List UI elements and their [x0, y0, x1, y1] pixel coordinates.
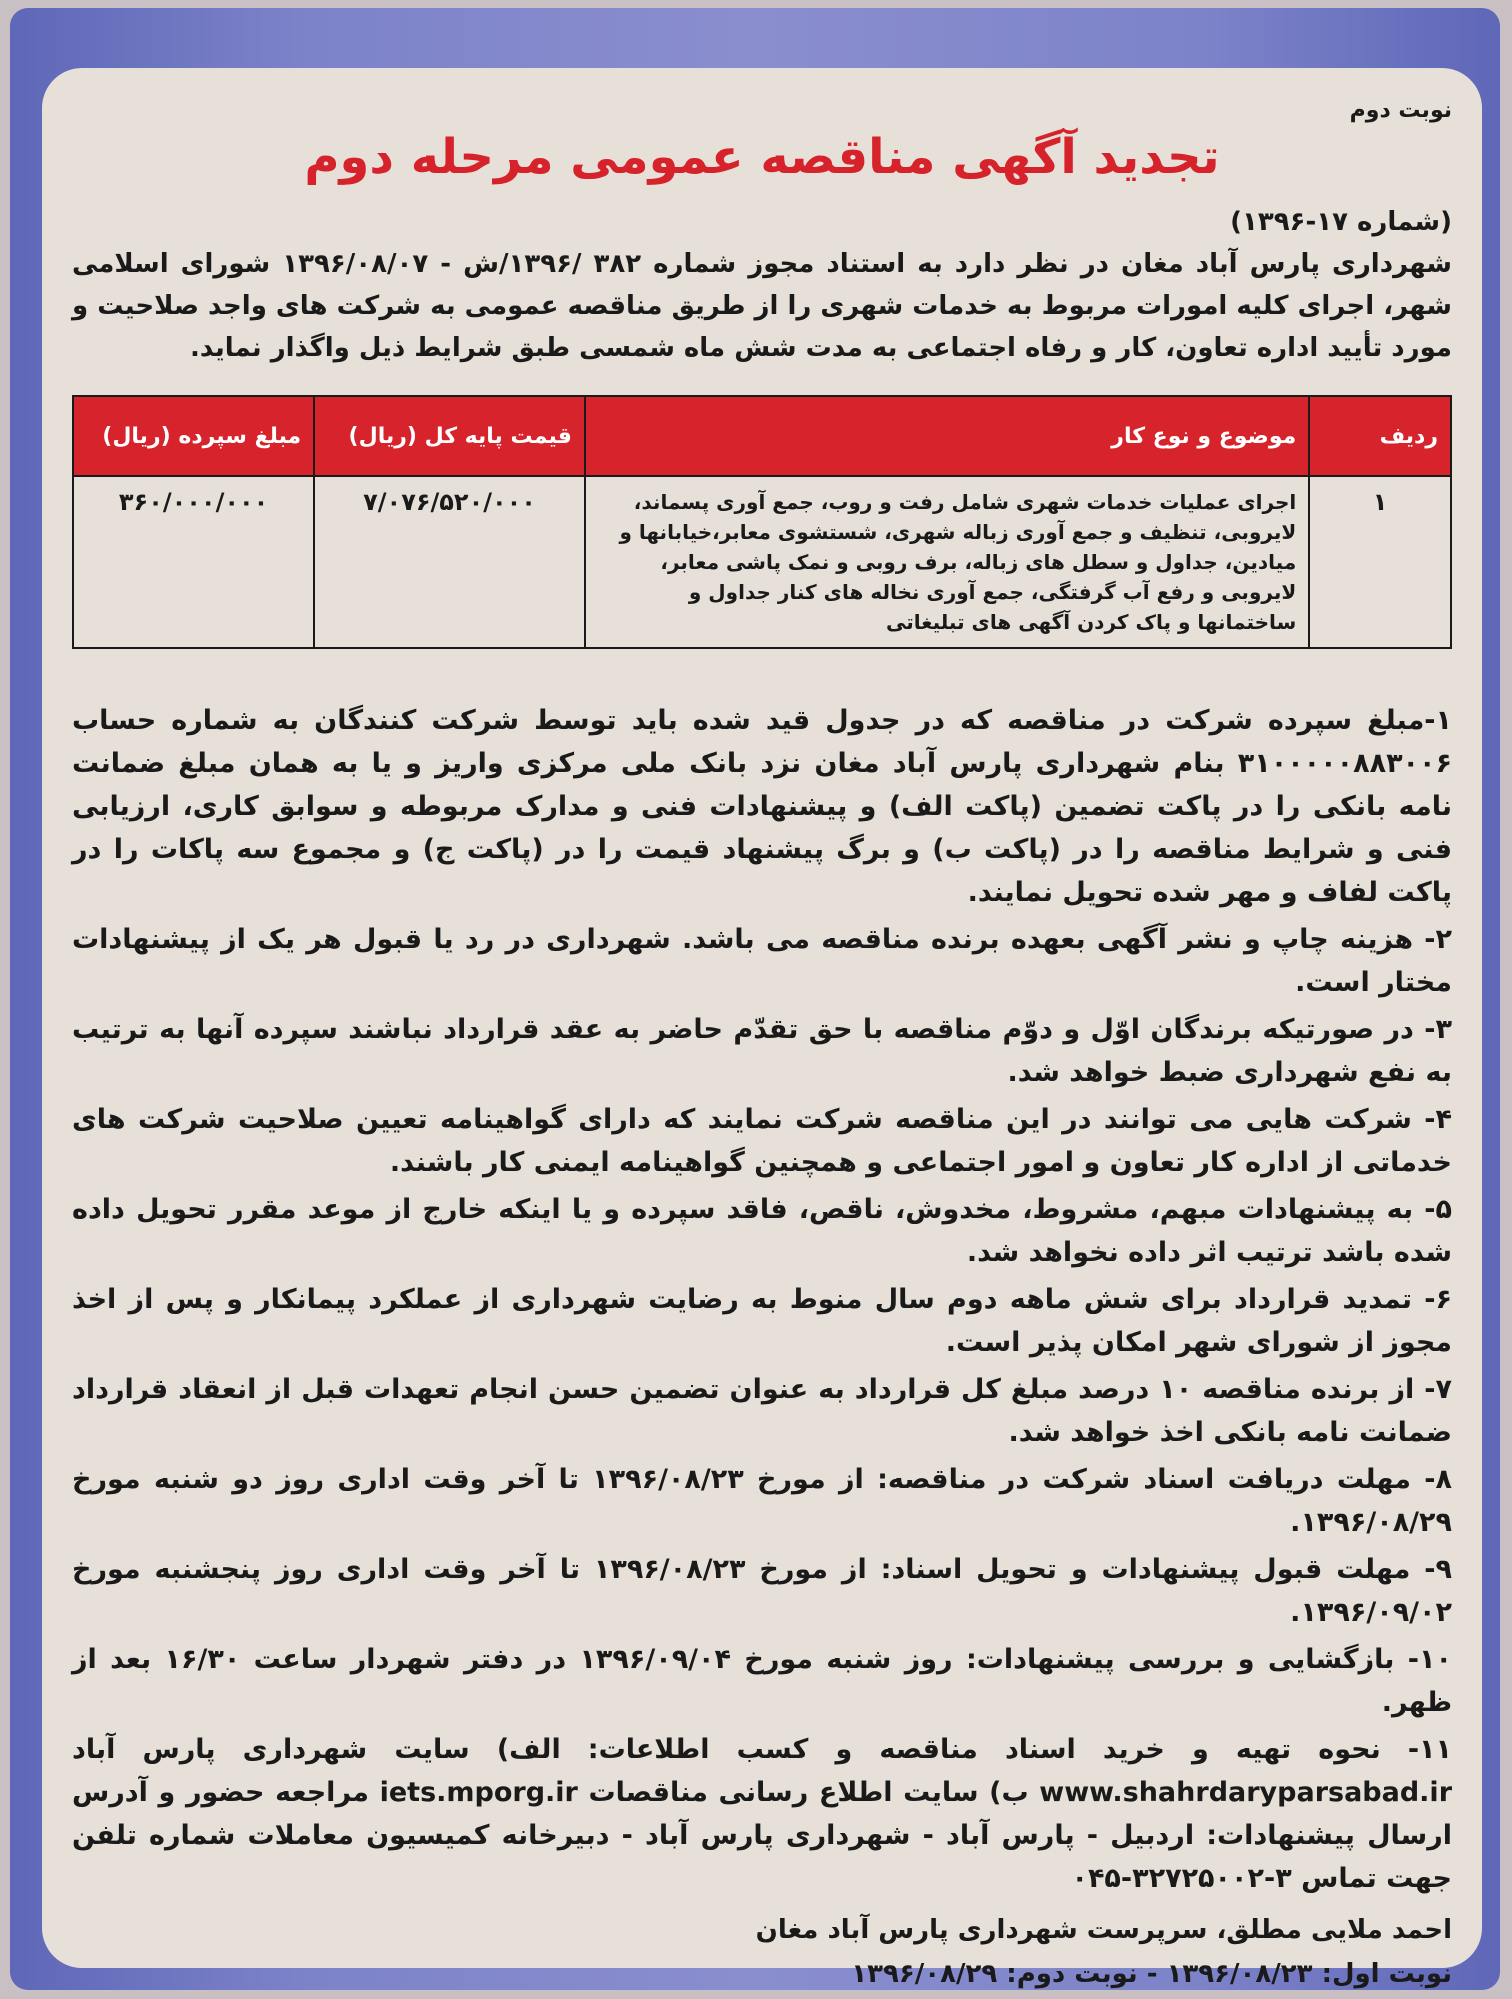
ad-frame: [10, 8, 1500, 1990]
header-row-number: ردیف: [1309, 396, 1451, 476]
header-subject: موضوع و نوع کار: [585, 396, 1309, 476]
table-row: [73, 476, 1451, 648]
condition-item: ۲- هزینه چاپ و نشر آگهی بعهده برنده مناقصه می باشد. شهرداری در رد یا قبول هر یک از پیشنهادات مختار است.: [72, 924, 1452, 998]
condition-item: ۶- تمدید قرارداد برای شش ماهه دوم سال منوط به رضایت شهرداری از عملکرد پیمانکار و پس از اخذ مجوز از شورای شهر امکان پذیر است.: [72, 1284, 1452, 1358]
signature: احمد ملایی مطلق، سرپرست شهرداری پارس آباد مغان: [755, 1915, 1452, 1945]
condition-item: ۱-مبلغ سپرده شرکت در مناقصه که در جدول قید شده باید توسط شرکت کنندگان به شماره حساب ۳۱۰۰۰۰۰۸۸۳۰۰۶ بنام شهرداری پارس آباد مغان نزد بانک ملی مرکزی واریز و یا به همان مبلغ ضمانت نامه بانکی را در پاکت تضمین (پاکت الف) و پیشنهادات فنی و مدارک مربوطه و سوابق کاری، ارزیابی فنی و شرایط مناقصه را در (پاکت ب) و برگ پیشنهاد قیمت را در (پاکت ج) و مجموع سه پاکات را در پاکت لفاف و مهر شده تحویل نمایند.: [72, 705, 1452, 908]
cell-deposit: ۳۶۰/۰۰۰/۰۰۰: [73, 476, 314, 648]
header-deposit: مبلغ سپرده (ریال): [73, 396, 314, 476]
cell-base-price: ۷/۰۷۶/۵۲۰/۰۰۰: [314, 476, 585, 648]
condition-item: ۷- از برنده مناقصه ۱۰ درصد مبلغ کل قرارداد به عنوان تضمین حسن انجام تعهدات قبل از انعقاد قرارداد ضمانت نامه بانکی اخذ خواهد شد.: [72, 1374, 1452, 1448]
cell-row-number: ۱: [1309, 476, 1451, 648]
publication-dates: نوبت اول: ۱۳۹۶/۰۸/۲۳ - نوبت دوم: ۱۳۹۶/۰۸/۲۹: [851, 1959, 1452, 1989]
tender-table: [72, 395, 1452, 649]
ad-title: تجدید آگهی مناقصه عمومی مرحله دوم: [304, 129, 1220, 185]
condition-item: ۹- مهلت قبول پیشنهادات و تحویل اسناد: از مورخ ۱۳۹۶/۰۸/۲۳ تا آخر وقت اداری روز پنجشنبه مورخ ۱۳۹۶/۰۹/۰۲.: [72, 1554, 1453, 1628]
cell-subject: اجرای عملیات خدمات شهری شامل رفت و روب، جمع آوری پسماند، لایروبی، تنظیف و جمع آوری زباله شهری، شستشوی معابر،خیابانها و میادین، جداول و سطل های زباله، برف روبی و نمک پاشی معابر، لایروبی و رفع آب گرفتگی، جمع آوری نخاله های کنار جداول و ساختمانها و پاک کردن آگهی های تبلیغاتی: [585, 476, 1309, 648]
intro-paragraph: شهرداری پارس آباد مغان در نظر دارد به استناد مجوز شماره ۳۸۲ /۱۳۹۶/ش - ۱۳۹۶/۰۸/۰۷ شورای اسلامی شهر، اجرای کلیه امورات مربوط به خدمات شهری را از طریق مناقصه عمومی به شرکت های واجد صلاحیت و مورد تأیید اداره تعاون، کار و رفاه اجتماعی به مدت شش ماه شمسی طبق شرایط ذیل واگذار نماید.: [72, 249, 1452, 363]
condition-item: ۱۱- نحوه تهیه و خرید اسناد مناقصه و کسب اطلاعات: الف) سایت شهرداری پارس آباد www.shahrdaryparsabad.ir ب) سایت اطلاع رسانی مناقصات iets.mporg.ir مراجعه حضور و آدرس ارسال پیشنهادات: اردبیل - پارس آباد - شهرداری پارس آباد - دبیرخانه کمیسیون معاملات شماره تلفن جهت تماس ۳-۳۲۷۲۵۰۰۲-۰۴۵: [72, 1734, 1453, 1894]
condition-item: ۱۰- بازگشایی و بررسی پیشنهادات: روز شنبه مورخ ۱۳۹۶/۰۹/۰۴ در دفتر شهردار ساعت ۱۶/۳۰ بعد از ظهر.: [72, 1644, 1452, 1718]
ad-paper: [42, 68, 1482, 1989]
round-label: نوبت دوم: [1349, 98, 1452, 123]
table-header-row: [73, 396, 1451, 476]
ad-content: [72, 98, 1452, 1996]
conditions-list: [72, 699, 1452, 1900]
condition-item: ۴- شرکت هایی می توانند در این مناقصه شرکت نمایند که دارای گواهینامه تعیین صلاحیت شرکت های خدماتی از اداره کار تعاون و امور اجتماعی و همچنین گواهینامه ایمنی کار باشند.: [72, 1104, 1452, 1178]
ad-footer: [72, 1908, 1452, 1996]
header-base-price: قیمت پایه کل (ریال): [314, 396, 585, 476]
condition-item: ۳- در صورتیکه برندگان اوّل و دوّم مناقصه با حق تقدّم حاضر به عقد قرارداد نباشند سپرده آنها به ترتیب به نفع شهرداری ضبط خواهد شد.: [72, 1014, 1452, 1088]
tender-number: (شماره ۱۷-۱۳۹۶): [1230, 207, 1452, 237]
condition-item: ۵- به پیشنهادات مبهم، مشروط، مخدوش، ناقص، فاقد سپرده و یا اینکه خارج از موعد مقرر تحویل داده شده باشد ترتیب اثر داده نخواهد شد.: [72, 1194, 1452, 1268]
condition-item: ۸- مهلت دریافت اسناد شرکت در مناقصه: از مورخ ۱۳۹۶/۰۸/۲۳ تا آخر وقت اداری روز دو شنبه مورخ ۱۳۹۶/۰۸/۲۹.: [72, 1464, 1452, 1538]
